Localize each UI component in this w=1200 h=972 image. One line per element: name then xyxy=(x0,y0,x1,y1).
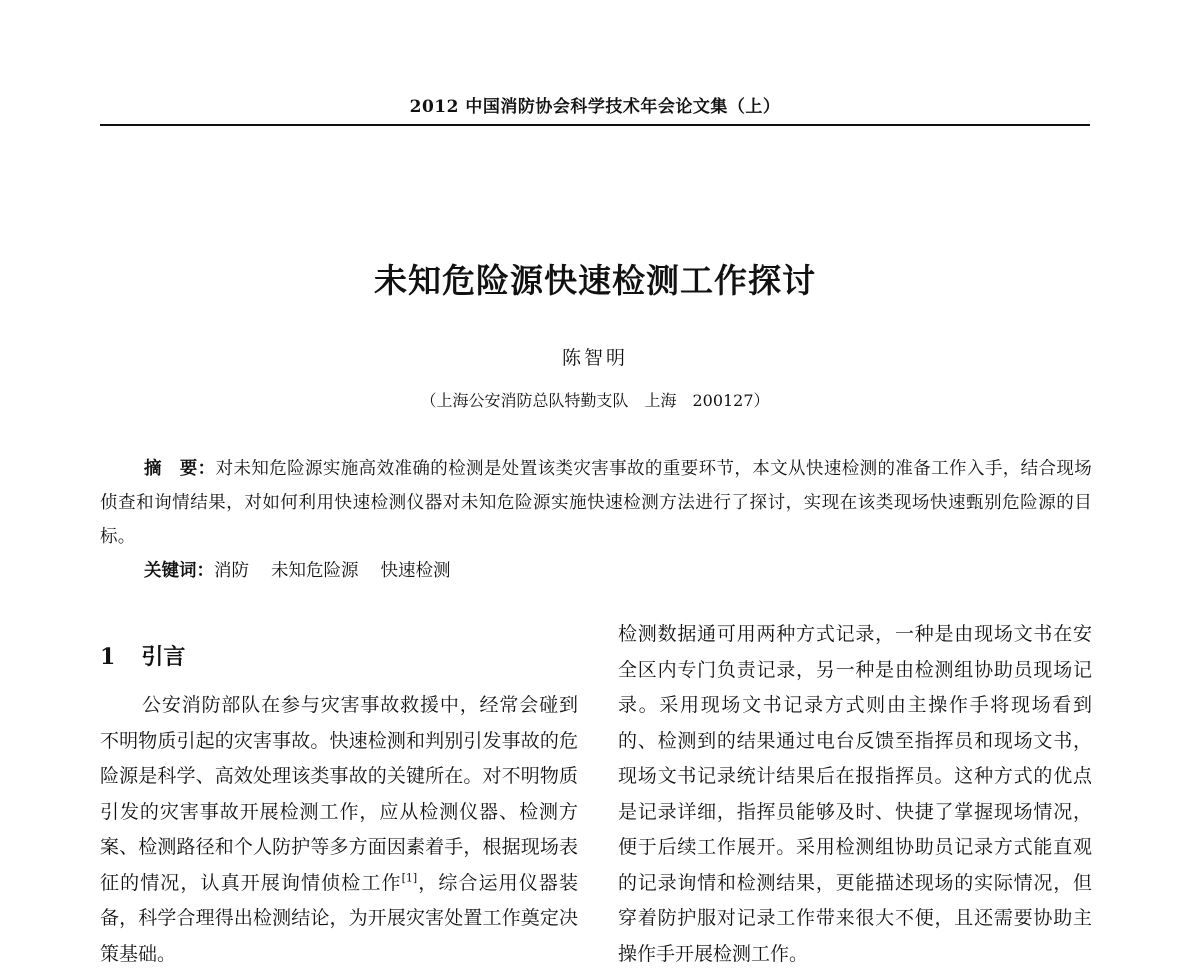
keywords xyxy=(144,554,1084,588)
left-text-part1: 公安消防部队在参与灾害事故救援中，经常会碰到不明物质引起的灾害事故。快速检测和判别引发事故的危险源是科学、高效处理该类事故的关键所在。对不明物质引发的灾害事故开展检测工作，应从检测仪器、检测方案、检测路径和个人防护等多方面因素着手，根据现场表征的情况，认真开展询情侦检工作 xyxy=(100,694,578,894)
abstract-label: 摘 要： xyxy=(144,459,216,479)
keyword-item: 未知危险源 xyxy=(271,561,359,581)
right-column-paragraph: 检测数据通可用两种方式记录，一种是由现场文书在安全区内专门负责记录，另一种是由检测组协助员现场记录。采用现场文书记录方式则由主操作手将现场看到的、检测到的结果通过电台反馈至指挥员和现场文书，现场文书记录统计结果后在报指挥员。这种方式的优点是记录详细，指挥员能够及时、快捷了掌握现场情况，便于后续工作展开。采用检测组协助员记录方式能直观的记录询情和检测结果，更能描述现场的实际情况，但穿着防护服对记录工作带来很大不便，且还需要协助主操作手开展检测工作。 xyxy=(618,623,1092,965)
section-heading-introduction xyxy=(100,640,185,671)
keyword-item: 快速检测 xyxy=(380,561,451,581)
left-text-part2: ，综合运用仪器装备，科学合理得出检测结论，为开展灾害处置工作奠定决策基础。 xyxy=(100,871,578,965)
paper-title: 未知危险源快速检测工作探讨 xyxy=(374,261,816,300)
section-title: 引言 xyxy=(141,644,186,670)
paper-author: 陈智明 xyxy=(561,347,628,369)
header-rule xyxy=(100,124,1090,126)
section-number: 1 xyxy=(100,644,116,670)
paper-affiliation: （上海公安消防总队特勤支队 上海 200127） xyxy=(420,391,770,410)
citation-ref: [1] xyxy=(401,871,418,885)
abstract xyxy=(100,452,1092,554)
left-column-paragraph xyxy=(100,688,578,972)
keywords-label: 关键词： xyxy=(144,561,214,581)
keyword-item: 消防 xyxy=(214,561,249,581)
abstract-text: 对未知危险源实施高效准确的检测是处置该类灾害事故的重要环节，本文从快速检测的准备工作入手，结合现场侦查和询情结果，对如何利用快速检测仪器对未知危险源实施快速检测方法进行了探讨，实现在该类现场快速甄别危险源的目标。 xyxy=(100,459,1092,547)
running-header: 2012 中国消防协会科学技术年会论文集（上） xyxy=(409,97,781,117)
